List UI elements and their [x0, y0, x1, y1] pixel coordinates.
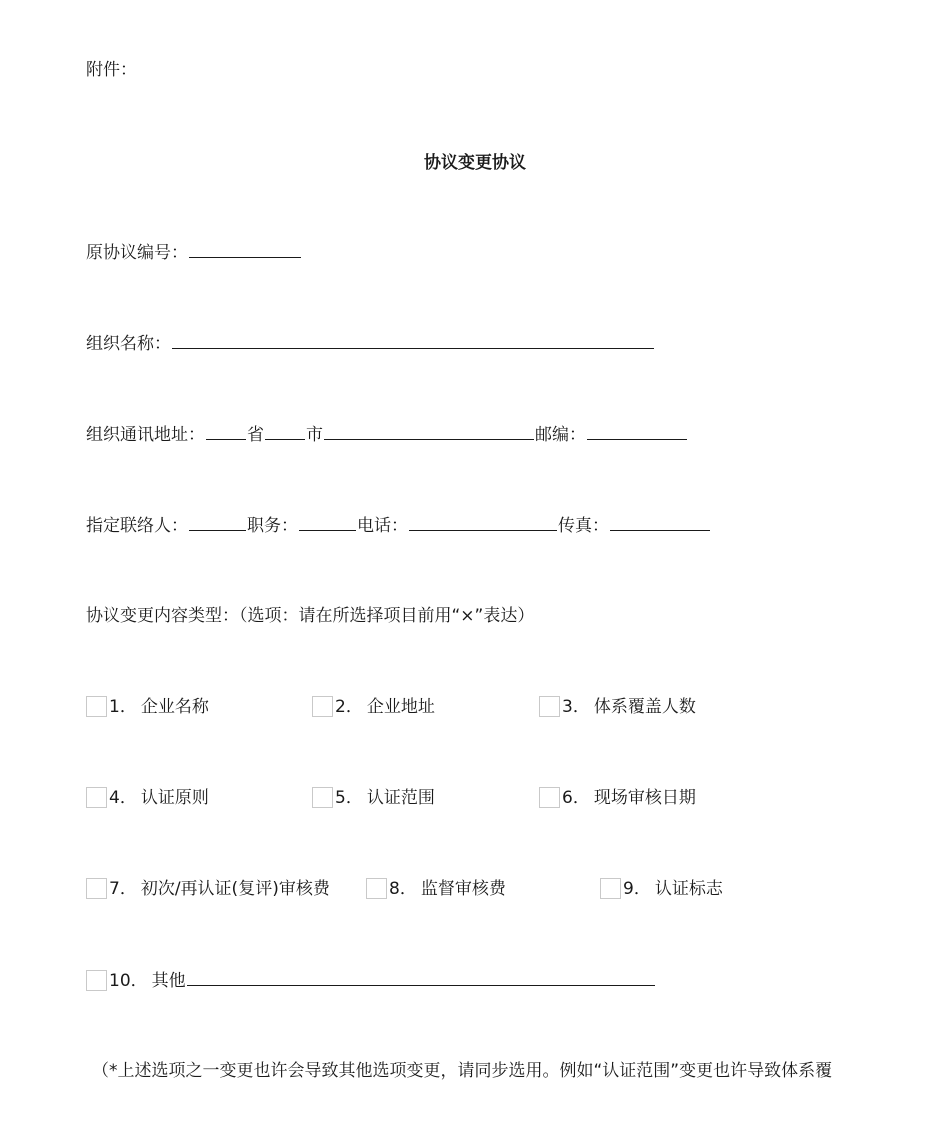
option-2[interactable]: 2． 企业地址 [312, 695, 435, 719]
contact-blank[interactable] [189, 513, 246, 531]
city-blank[interactable] [265, 422, 305, 440]
address-row [86, 422, 688, 447]
option-10[interactable]: 10． 其他 [86, 968, 656, 993]
org-name-blank[interactable] [172, 331, 654, 349]
attachment-label: 附件： [86, 60, 137, 80]
original-no-label: 原协议编号： [86, 243, 188, 263]
option-7[interactable]: 7． 初次/再认证(复评)审核费 [86, 877, 330, 901]
contact-row [86, 513, 711, 538]
checkbox[interactable] [366, 878, 387, 899]
option-1[interactable]: 1． 企业名称 [86, 695, 209, 719]
option-4[interactable]: 4． 认证原则 [86, 786, 209, 810]
option-3[interactable]: 3． 体系覆盖人数 [539, 695, 696, 719]
option-5[interactable]: 5． 认证范围 [312, 786, 435, 810]
org-name-label: 组织名称： [86, 334, 171, 354]
checkbox[interactable] [86, 696, 107, 717]
fax-blank[interactable] [610, 513, 710, 531]
checkbox[interactable] [86, 970, 107, 991]
change-type-label: 协议变更内容类型：（选项：请在所选择项目前用“×”表达） [86, 606, 535, 626]
footnote: （*上述选项之一变更也许会导致其他选项变更，请同步选用。例如“认证范围”变更也许导致体系覆 [92, 1061, 833, 1081]
checkbox[interactable] [86, 878, 107, 899]
checkbox[interactable] [312, 696, 333, 717]
position-label: 职务： [247, 516, 298, 536]
postcode-label: 邮编： [535, 425, 586, 445]
checkbox[interactable] [312, 787, 333, 808]
phone-label: 电话： [357, 516, 408, 536]
fax-label: 传真： [558, 516, 609, 536]
province-blank[interactable] [206, 422, 246, 440]
option-8[interactable]: 8． 监督审核费 [366, 877, 506, 901]
option-9[interactable]: 9． 认证标志 [600, 877, 723, 901]
street-blank[interactable] [324, 422, 534, 440]
checkbox[interactable] [539, 787, 560, 808]
position-blank[interactable] [299, 513, 356, 531]
original-no-blank[interactable] [189, 240, 301, 258]
contact-label: 指定联络人： [86, 516, 188, 536]
address-label: 组织通讯地址： [86, 425, 205, 445]
phone-blank[interactable] [409, 513, 557, 531]
checkbox[interactable] [539, 696, 560, 717]
province-label: 省 [247, 425, 264, 445]
document-title: 协议变更协议 [424, 153, 526, 173]
other-blank[interactable] [187, 968, 655, 986]
city-label: 市 [306, 425, 323, 445]
option-6[interactable]: 6． 现场审核日期 [539, 786, 696, 810]
checkbox[interactable] [600, 878, 621, 899]
checkbox[interactable] [86, 787, 107, 808]
org-name-row [86, 331, 655, 356]
postcode-blank[interactable] [587, 422, 687, 440]
original-agreement-row [86, 240, 302, 265]
